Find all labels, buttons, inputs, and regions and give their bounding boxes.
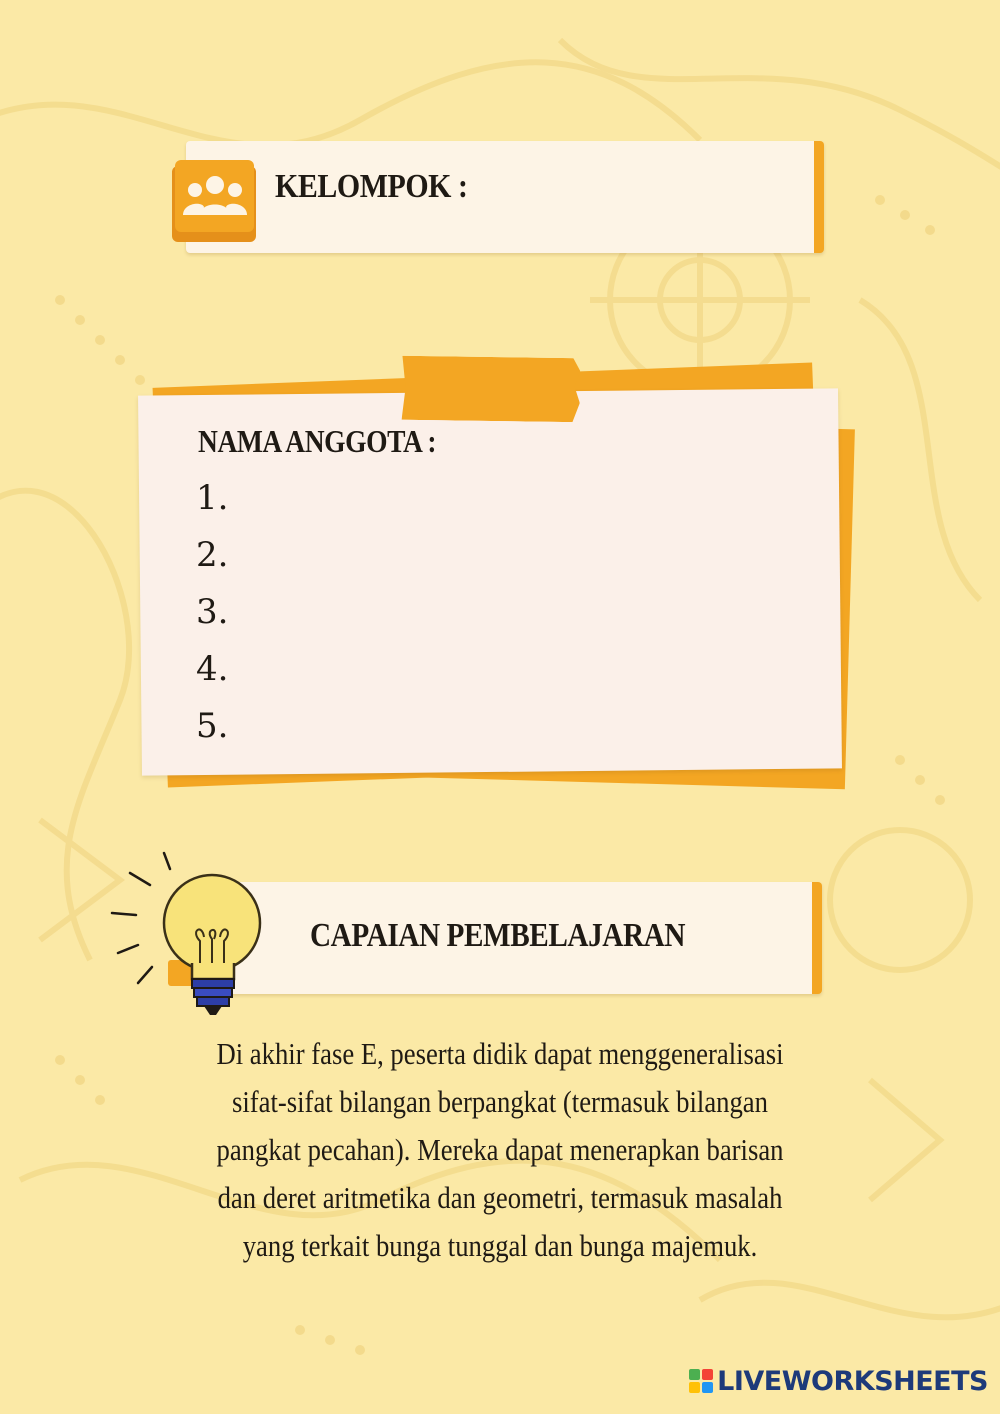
liveworksheets-watermark[interactable] <box>689 1364 988 1398</box>
outcome-line: yang terkait bunga tunggal dan bunga majemuk. <box>242 1228 758 1263</box>
lightbulb-icon <box>100 845 270 1030</box>
member-item: 3. <box>196 592 229 632</box>
group-label: KELOMPOK : <box>275 168 468 205</box>
tape-decoration <box>402 356 581 422</box>
learning-outcome-title: CAPAIAN PEMBELAJARAN <box>310 917 686 954</box>
members-title: NAMA ANGGOTA : <box>198 423 437 459</box>
outcome-line: dan deret aritmetika dan geometri, termasuk masalah <box>217 1180 783 1215</box>
member-item: 4. <box>196 649 229 689</box>
outcome-line: Di akhir fase E, peserta didik dapat menggeneralisasi <box>216 1036 784 1071</box>
liveworksheets-logo-icon <box>689 1369 713 1393</box>
learning-outcome-text <box>110 1030 890 1270</box>
group-people-icon <box>175 160 254 232</box>
member-item: 2. <box>196 535 229 575</box>
watermark-text: LIVEWORKSHEETS <box>717 1365 988 1397</box>
member-item: 1. <box>196 478 229 518</box>
member-list <box>196 478 228 763</box>
outcome-line: pangkat pecahan). Mereka dapat menerapkan barisan <box>216 1132 784 1167</box>
member-item: 5. <box>196 706 229 746</box>
outcome-line: sifat-sifat bilangan berpangkat (termasuk bilangan <box>232 1084 768 1119</box>
